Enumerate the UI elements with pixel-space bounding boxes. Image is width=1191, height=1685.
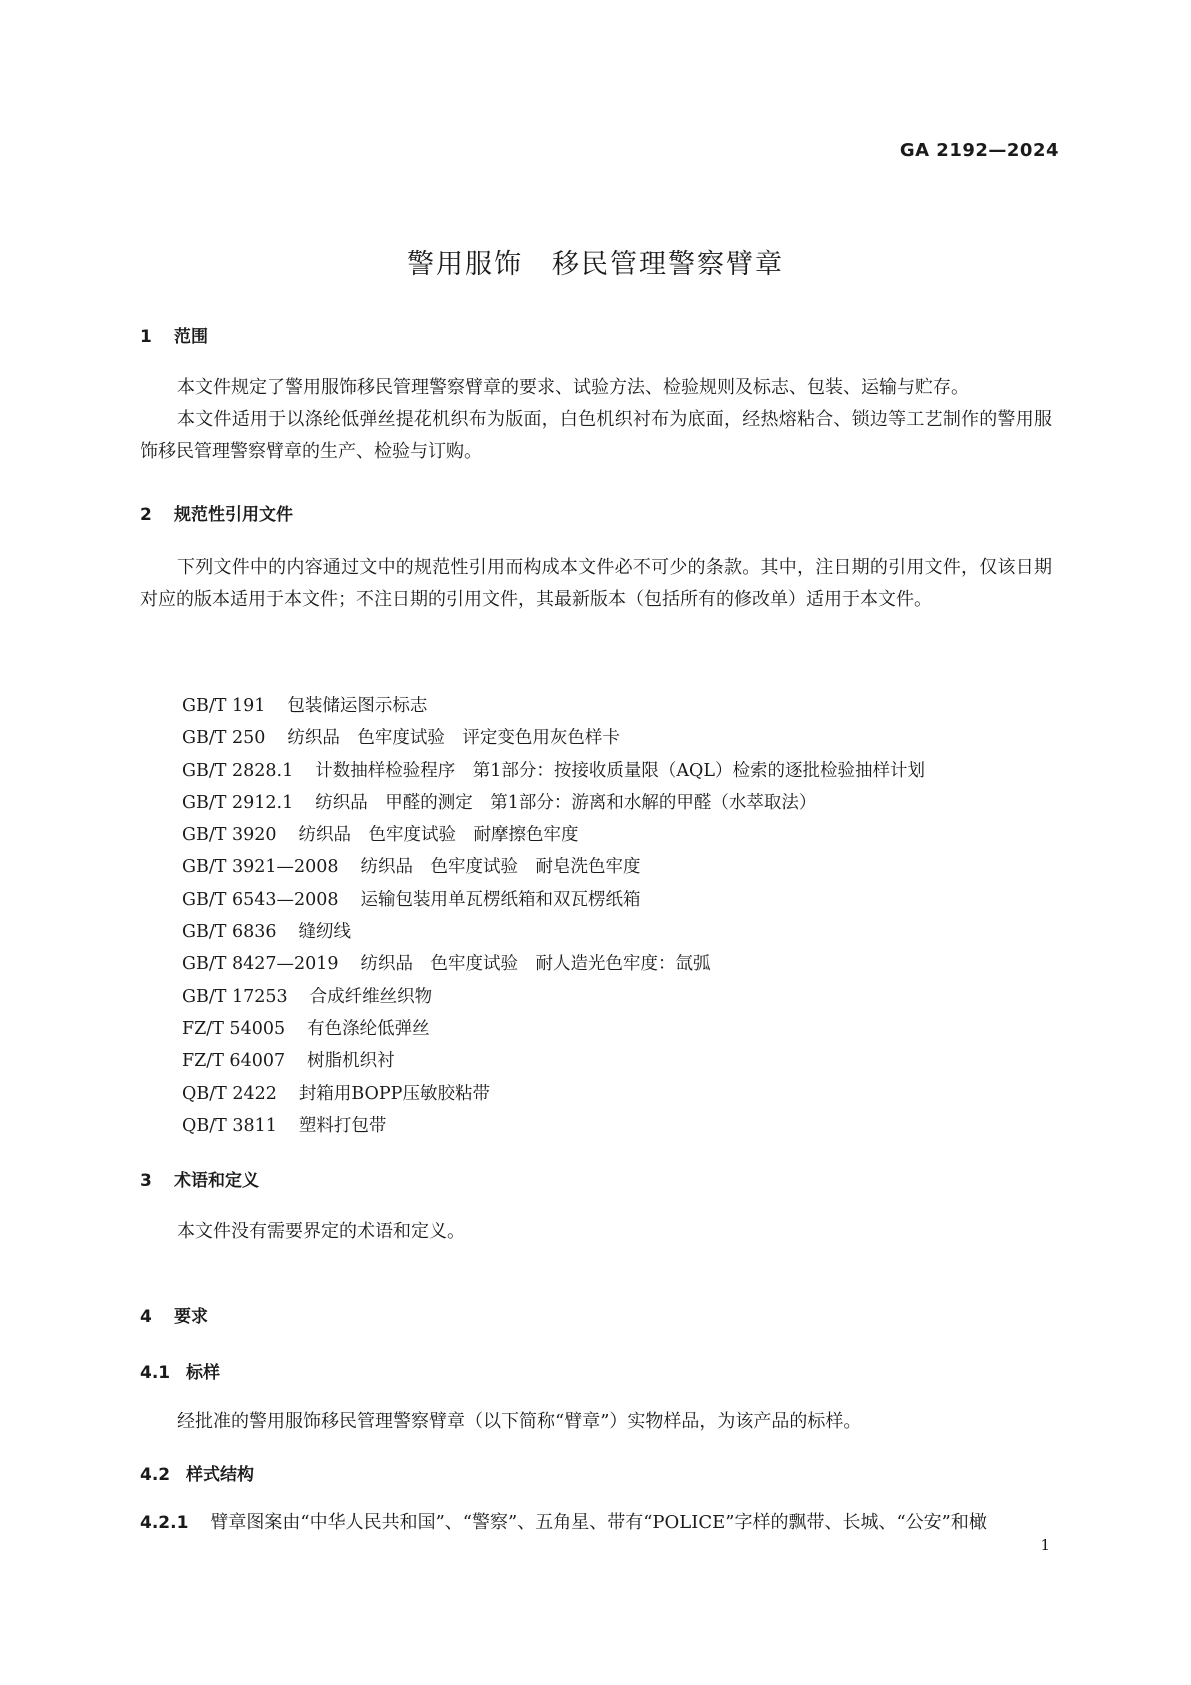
section-4-number: 4: [140, 1307, 152, 1327]
section-1-heading: [140, 322, 208, 347]
section-4-2-heading: [140, 1460, 254, 1485]
reference-item: [182, 690, 925, 722]
reference-item: [182, 1078, 925, 1110]
section-1-paragraph-2: 本文件适用于以涤纶低弹丝提花机织布为版面，白色机织衬布为底面，经热熔粘合、锁边等工艺制作的警用服饰移民管理警察臂章的生产、检验与订购。: [140, 409, 1052, 462]
reference-title: 缝纫线: [298, 922, 352, 943]
reference-title: 纺织品 色牢度试验 耐摩擦色牢度: [298, 825, 579, 846]
section-3-heading: [140, 1166, 259, 1191]
section-1-title: 范围: [174, 327, 208, 347]
section-3-paragraph-1: 本文件没有需要界定的术语和定义。: [177, 1221, 465, 1242]
document-code: GA 2192—2024: [899, 140, 1059, 161]
section-2-intro: 下列文件中的内容通过文中的规范性引用而构成本文件必不可少的条款。其中，注日期的引用文件，仅该日期对应的版本适用于本文件；不注日期的引用文件，其最新版本（包括所有的修改单）适用于本文件。: [140, 557, 1052, 610]
reference-code: GB/T 2912.1: [182, 792, 294, 813]
section-2-title: 规范性引用文件: [174, 505, 293, 525]
reference-code: QB/T 3811: [182, 1115, 277, 1136]
section-1-paragraph-1: 本文件规定了警用服饰移民管理警察臂章的要求、试验方法、检验规则及标志、包装、运输与贮存。: [177, 377, 969, 398]
reference-title: 合成纤维丝织物: [309, 986, 433, 1007]
reference-item: [182, 1110, 925, 1142]
reference-title: 纺织品 色牢度试验 耐人造光色牢度：氙弧: [360, 954, 711, 975]
section-2-heading: [140, 500, 293, 525]
reference-title: 运输包装用单瓦楞纸箱和双瓦楞纸箱: [360, 889, 641, 910]
reference-title: 计数抽样检验程序 第1部分：按接收质量限（AQL）检索的逐批检验抽样计划: [315, 760, 925, 781]
reference-title: 纺织品 色牢度试验 耐皂洗色牢度: [360, 857, 641, 878]
section-2-number: 2: [140, 505, 152, 525]
section-4-2-number: 4.2: [140, 1465, 171, 1485]
section-1-number: 1: [140, 327, 152, 347]
document-title: 警用服饰 移民管理警察臂章: [407, 249, 784, 280]
reference-code: GB/T 250: [182, 728, 266, 749]
reference-item: [182, 722, 925, 754]
section-4-1-title: 标样: [186, 1363, 220, 1383]
reference-item: [182, 981, 925, 1013]
reference-code: GB/T 8427—2019: [182, 954, 339, 975]
reference-code: GB/T 3921—2008: [182, 857, 339, 878]
section-3-title: 术语和定义: [174, 1171, 259, 1191]
section-4-1-number: 4.1: [140, 1363, 171, 1383]
reference-title: 纺织品 色牢度试验 评定变色用灰色样卡: [287, 728, 620, 749]
reference-code: GB/T 3920: [182, 825, 277, 846]
section-3-number: 3: [140, 1171, 152, 1191]
reference-item: [182, 755, 925, 787]
reference-item: [182, 1013, 925, 1045]
normative-reference-list: [182, 690, 925, 1142]
reference-title: 有色涤纶低弹丝: [307, 1018, 430, 1039]
clause-4-2-1-text: 臂章图案由“中华人民共和国”、“警察”、五角星、带有“POLICE”字样的飘带、长城、“公安”和橄: [210, 1512, 987, 1533]
reference-code: QB/T 2422: [182, 1083, 277, 1104]
clause-4-2-1-number: 4.2.1: [140, 1513, 189, 1533]
reference-code: GB/T 6836: [182, 922, 277, 943]
reference-item: [182, 948, 925, 980]
reference-code: GB/T 6543—2008: [182, 889, 339, 910]
reference-code: GB/T 2828.1: [182, 760, 294, 781]
reference-item: [182, 819, 925, 851]
reference-code: FZ/T 54005: [182, 1018, 286, 1039]
section-4-title: 要求: [174, 1307, 208, 1327]
reference-item: [182, 884, 925, 916]
reference-title: 封箱用BOPP压敏胶粘带: [298, 1083, 490, 1104]
reference-code: FZ/T 64007: [182, 1051, 286, 1072]
reference-code: GB/T 191: [182, 696, 266, 716]
page-number: 1: [1040, 1536, 1050, 1554]
reference-title: 塑料打包带: [298, 1115, 387, 1136]
section-4-heading: [140, 1302, 208, 1327]
reference-item: [182, 1045, 925, 1077]
reference-code: GB/T 17253: [182, 986, 288, 1007]
clause-4-2-1: [140, 1508, 1052, 1534]
reference-title: 树脂机织衬: [307, 1051, 395, 1072]
section-4-1-heading: [140, 1358, 220, 1383]
reference-title: 纺织品 甲醛的测定 第1部分：游离和水解的甲醛（水萃取法）: [315, 792, 817, 813]
reference-title: 包装储运图示标志: [287, 696, 428, 716]
reference-item: [182, 916, 925, 948]
section-4-1-paragraph-1: 经批准的警用服饰移民管理警察臂章（以下简称“臂章”）实物样品，为该产品的标样。: [177, 1411, 862, 1432]
section-4-2-title: 样式结构: [186, 1465, 254, 1485]
reference-item: [182, 787, 925, 819]
reference-item: [182, 851, 925, 883]
